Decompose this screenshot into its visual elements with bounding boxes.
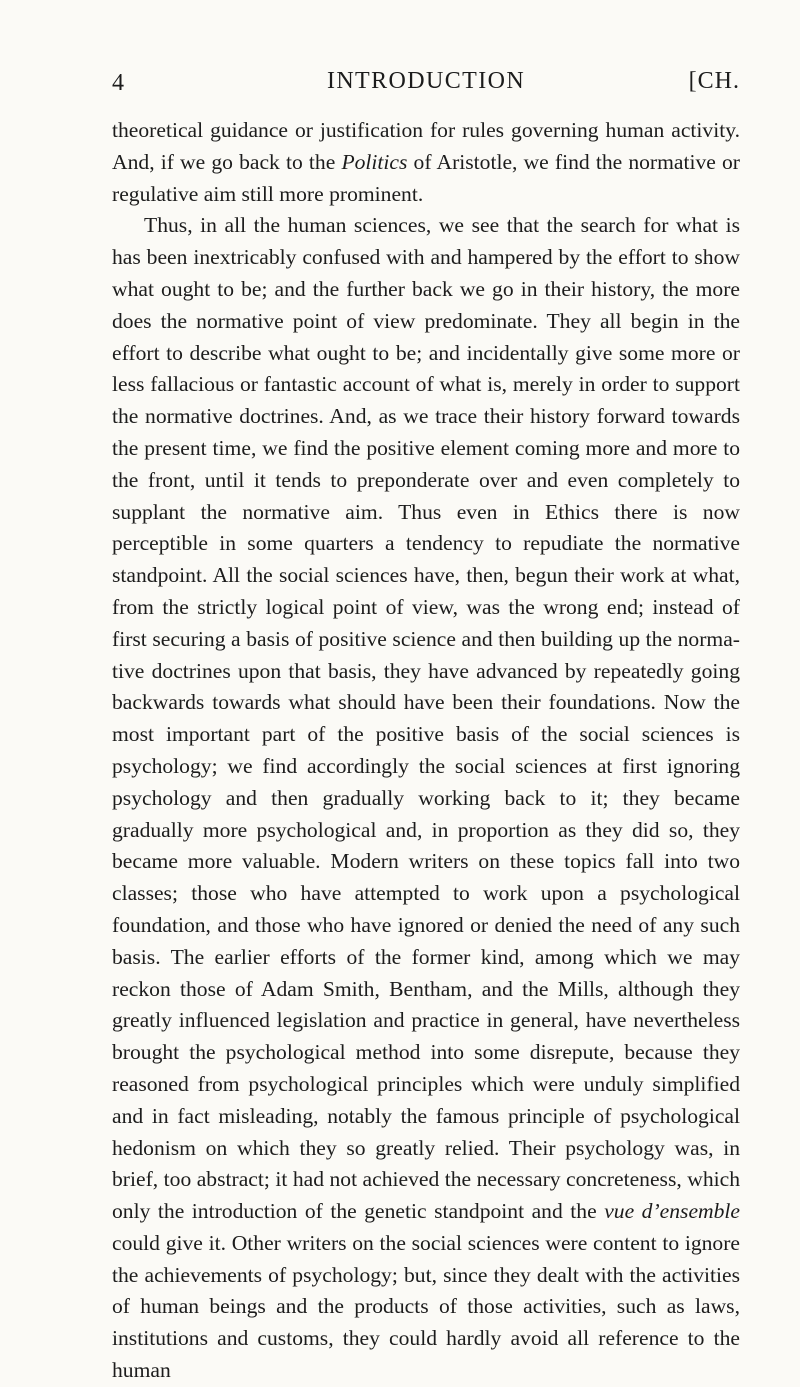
- italic-title-politics: Politics: [341, 149, 408, 174]
- text-segment: Thus, in all the human sciences, we see that the search for what is has been inextricably confused with and hampered by the effort to show what ought to be; and the further back we go in their history, the more does the normative point of view predominate. They all begin in the effort to describe what ought to be; and incidentally give some more or less fallacious or fantastic account of what is, merely in order to support the normative doctrines. And, as we trace their history forward towards the present time, we find the positive element coming more and more to the front, until it tends to preponderate over and even completely to supplant the normative aim. Thus even in Ethics there is now perceptible in some quarters a tendency to repudiate the normative standpoint. All the social sciences have, then, begun their work at what, from the strictly logical point of view, was the wrong end; instead of first securing a basis of positive science and then building up the normative doctrines upon that basis, they have advanced by repeatedly going backwards towards what should have been their foundations. Now the most important part of the positive basis of the social sciences is psychology; we find accordingly the social sciences at first ignoring psychology and then gradually working back to it; they became gradually more psychological and, in proportion as they did so, they became more valuable. Modern writers on these topics fall into two classes; those who have attempted to work upon a psychological foundation, and those who have ignored or denied the need of any such basis. The earlier efforts of the former kind, among which we may reckon those of Adam Smith, Bentham, and the Mills, although they greatly influenced legislation and practice in general, have nevertheless brought the psychological method into some disrepute, because they reasoned from psychological principles which were unduly simplified and in fact misleading, notably the famous principle of psychological hedonism on which they so greatly relied. Their psychology was, in brief, too abstract; it had not achieved the necessary concreteness, which only the introduction of the genetic standpoint and the: [112, 213, 740, 1224]
- text-segment: could give it. Other writers on the social sciences were content to ignore the achievements of psychology; but, since they dealt with the activities of human beings and the products of those activities, such as laws, institutions and customs, they could hardly avoid all reference to the human: [112, 1230, 740, 1383]
- paragraph-2: [112, 210, 740, 1386]
- running-head-title: INTRODUCTION: [326, 68, 526, 94]
- page-header: [112, 64, 740, 104]
- text-segment: theoretical guidance or justification for rules governing human activity. And, if we go back to the: [112, 118, 740, 174]
- text-segment: of Aristotle, we find the normative or regulative aim still more prominent.: [112, 149, 740, 206]
- page-body: [112, 115, 740, 1387]
- running-head-chapter: [CH.: [688, 68, 740, 94]
- italic-phrase-vue-d-ensemble: vue d’ensemble: [604, 1199, 740, 1224]
- page-number: 4: [112, 70, 124, 96]
- paragraph-1: [112, 115, 740, 210]
